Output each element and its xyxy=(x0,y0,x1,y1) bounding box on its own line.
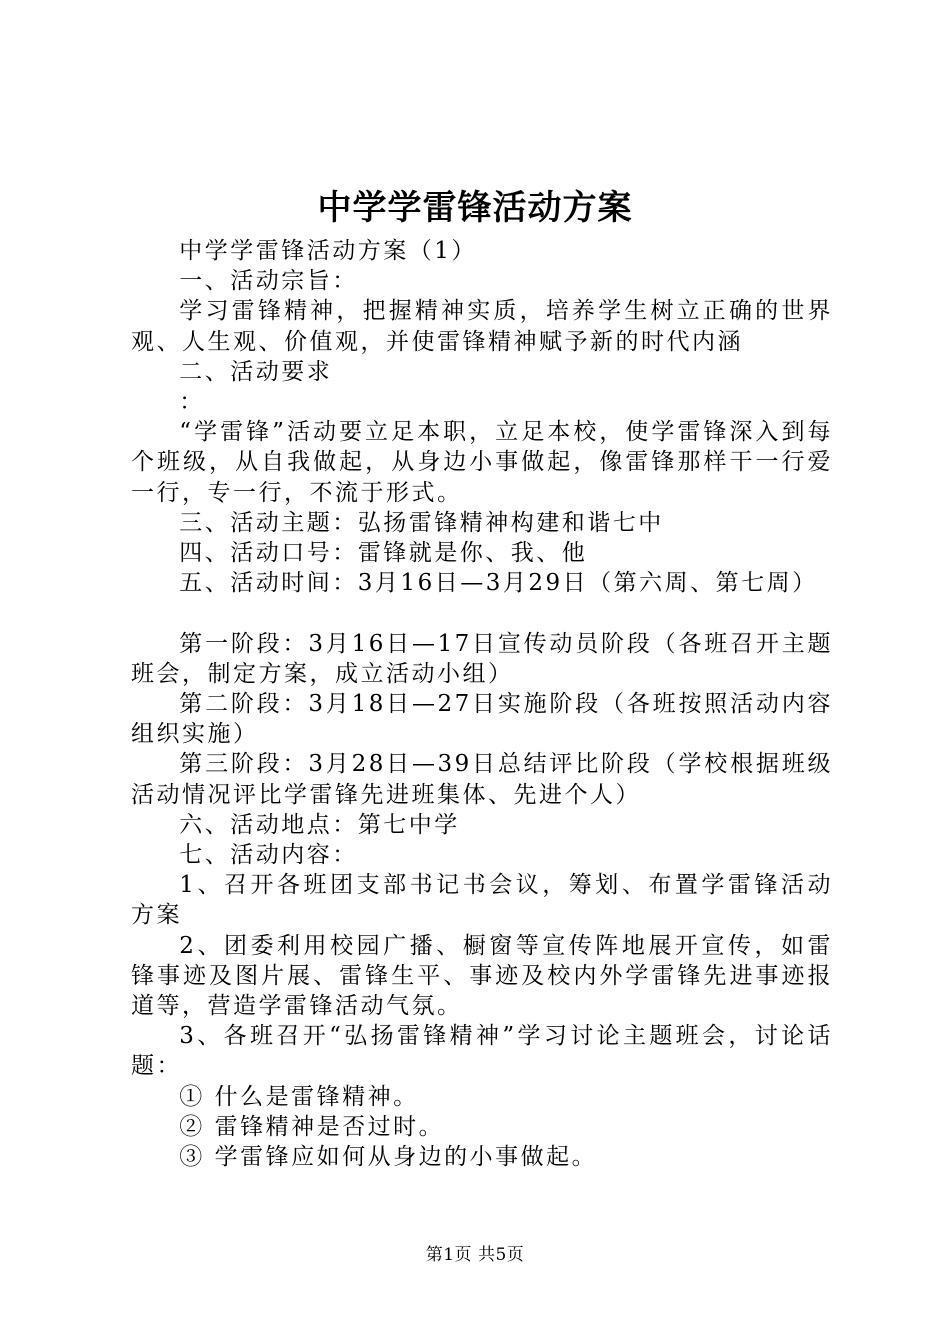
paragraph-content-3: 3、各班召开“弘扬雷锋精神”学习讨论主题班会，讨论话题： xyxy=(131,1023,833,1080)
paragraph-location: 六、活动地点：第七中学 xyxy=(179,811,460,838)
paragraph-stage-2: 第二阶段：3月18日—27日实施阶段（各班按照活动内容组织实施） xyxy=(131,691,833,748)
paragraph-topic-1: ① 什么是雷锋精神。 xyxy=(179,1083,419,1110)
page-number-footer: 第1页 共5页 xyxy=(425,1245,525,1265)
paragraph-subtitle: 中学学雷锋活动方案（1） xyxy=(179,238,477,264)
document-title: 中学学雷锋活动方案 xyxy=(317,188,633,228)
document-body xyxy=(131,236,833,1172)
paragraph-slogan: 四、活动口号：雷锋就是你、我、他 xyxy=(179,540,588,567)
paragraph-topic-3: ③ 学雷锋应如何从身边的小事做起。 xyxy=(179,1144,598,1171)
paragraph-theme: 三、活动主题：弘扬雷锋精神构建和谐七中 xyxy=(179,509,664,536)
paragraph-colon: ： xyxy=(179,389,205,416)
paragraph-stage-1: 第一阶段：3月16日—17日宣传动员阶段（各班召开主题班会，制定方案，成立活动小组） xyxy=(131,630,833,687)
paragraph-blank xyxy=(131,598,833,628)
paragraph-time: 五、活动时间：3月16日—3月29日（第六周、第七周） xyxy=(179,570,818,597)
paragraph-section-2-heading: 二、活动要求 xyxy=(179,358,333,385)
paragraph-section-7-heading: 七、活动内容： xyxy=(179,842,358,869)
paragraph-section-1-heading: 一、活动宗旨： xyxy=(179,268,358,295)
paragraph-topic-2: ② 雷锋精神是否过时。 xyxy=(179,1113,445,1140)
paragraph-requirements: “学雷锋”活动要立足本职，立足本校，使学雷锋深入到每个班级，从自我做起，从身边小事做起，像雷锋那样干一行爱一行，专一行，不流于形式。 xyxy=(131,419,833,506)
paragraph-stage-3: 第三阶段：3月28日—39日总结评比阶段（学校根据班级活动情况评比学雷锋先进班集体、先进个人） xyxy=(131,751,833,808)
paragraph-content-1: 1、召开各班团支部书记书会议，筹划、布置学雷锋活动方案 xyxy=(131,872,833,929)
paragraph-content-2: 2、团委利用校园广播、橱窗等宣传阵地展开宣传，如雷锋事迹及图片展、雷锋生平、事迹及校内外学雷锋先进事迹报道等，营造学雷锋活动气氛。 xyxy=(131,932,833,1020)
paragraph-purpose: 学习雷锋精神，把握精神实质，培养学生树立正确的世界观、人生观、价值观，并使雷锋精神赋予新的时代内涵 xyxy=(131,298,833,355)
